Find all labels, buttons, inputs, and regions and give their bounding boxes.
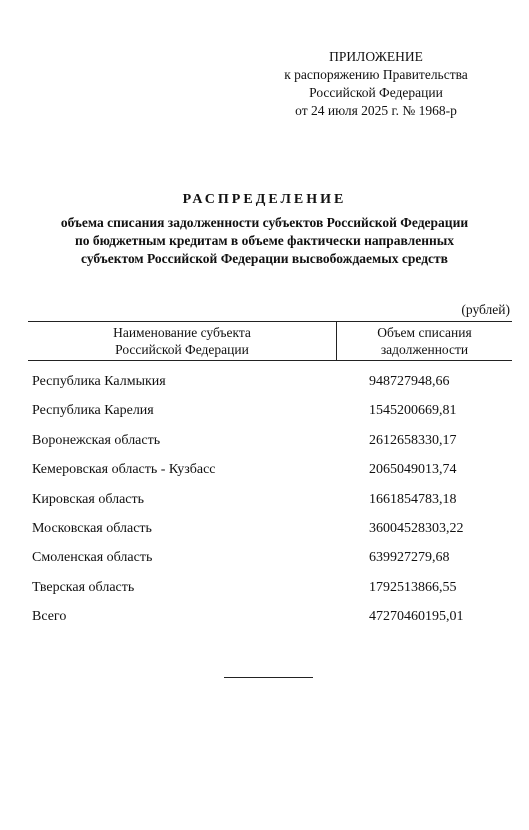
total-label: Всего — [32, 609, 67, 625]
subject-name: Республика Карелия — [32, 403, 154, 419]
writeoff-amount: 639927279,68 — [369, 550, 450, 566]
header-text: Объем списания — [377, 325, 472, 340]
writeoff-amount: 2065049013,74 — [369, 462, 457, 478]
table-row — [28, 400, 512, 429]
subtitle-line: объема списания задолженности субъектов Российской Федерации — [60, 215, 469, 230]
appendix-line: к распоряжению Правительства — [284, 67, 468, 82]
subject-name: Республика Калмыкия — [32, 374, 166, 389]
writeoff-amount: 948727948,66 — [369, 374, 450, 389]
table-body — [28, 371, 512, 636]
writeoff-amount: 1545200669,81 — [369, 403, 457, 419]
distribution-table — [28, 321, 512, 625]
header-text: Российской Федерации — [115, 342, 249, 357]
appendix-date: от 24 июля 2025 г. № 1968-р — [295, 103, 457, 118]
writeoff-amount: 2612658330,17 — [369, 432, 457, 448]
header-subject-name — [28, 324, 336, 358]
closing-line — [224, 677, 313, 678]
header-text: задолженности — [380, 342, 469, 357]
table-row — [28, 547, 512, 576]
table-row — [28, 459, 512, 488]
appendix-title: ПРИЛОЖЕНИЕ — [329, 49, 423, 64]
writeoff-amount: 1661854783,18 — [369, 491, 457, 507]
subject-name: Кировская область — [32, 491, 145, 507]
subject-name: Воронежская область — [32, 432, 161, 448]
writeoff-amount: 36004528303,22 — [369, 520, 464, 536]
total-row — [28, 606, 512, 635]
header-writeoff-amount — [337, 324, 512, 358]
document-title: РАСПРЕДЕЛЕНИЕ — [182, 192, 347, 207]
header-text: Наименование субъекта — [113, 325, 251, 340]
appendix-line: Российской Федерации — [309, 85, 443, 100]
subtitle-line: субъектом Российской Федерации высвобождаемых средств — [81, 251, 448, 266]
table-row — [28, 430, 512, 459]
writeoff-amount: 1792513866,55 — [369, 579, 457, 595]
document-subtitle — [0, 214, 529, 268]
table-header — [28, 321, 512, 361]
subject-name: Московская область — [32, 520, 152, 536]
units-label: (рублей) — [461, 302, 510, 317]
table-row — [28, 371, 512, 400]
total-amount: 47270460195,01 — [369, 609, 464, 625]
subject-name: Кемеровская область - Кузбасс — [32, 462, 216, 478]
table-row — [28, 518, 512, 547]
table-row — [28, 577, 512, 606]
subject-name: Смоленская область — [32, 550, 153, 566]
appendix-block — [261, 48, 491, 120]
subject-name: Тверская область — [32, 579, 135, 595]
table-row — [28, 489, 512, 518]
subtitle-line: по бюджетным кредитам в объеме фактически направленных — [74, 233, 455, 248]
